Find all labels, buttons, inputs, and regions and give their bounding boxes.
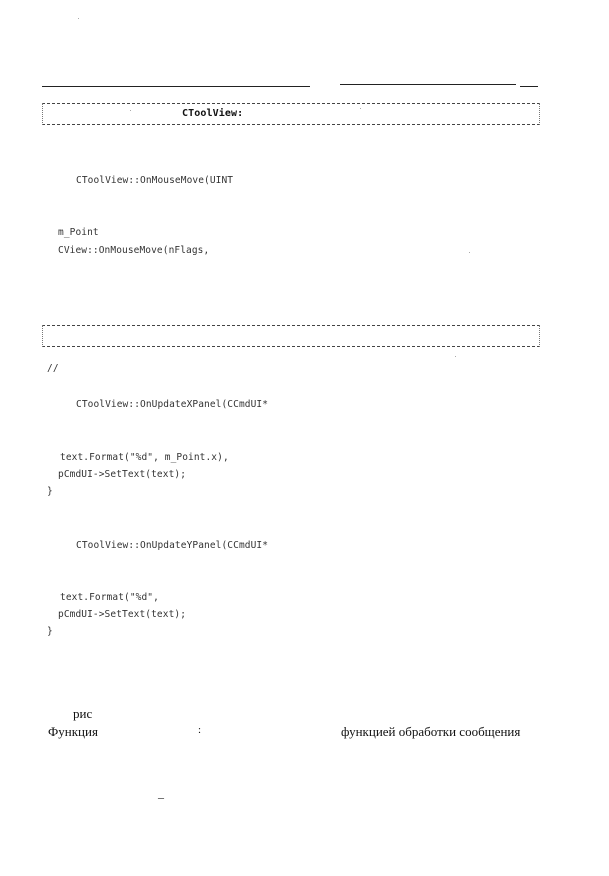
top-rule-right-tail xyxy=(520,86,538,87)
scan-speck xyxy=(360,108,361,109)
top-rule-right xyxy=(340,84,516,85)
code-line-settext-1: pCmdUI->SetText(text); xyxy=(58,469,187,480)
code-line-format-x: text.Format("%d", m_Point.x), xyxy=(60,452,229,463)
scan-speck xyxy=(130,110,131,111)
scan-speck xyxy=(455,356,456,357)
code-line-onupdateypanel: CToolView::OnUpdateYPanel(CCmdUI* xyxy=(76,540,269,551)
code-line-mpoint: m_Point xyxy=(58,227,99,238)
code-line-format-y: text.Format("%d", xyxy=(60,592,159,603)
class-label: CToolView: xyxy=(182,108,244,119)
code-separator-box xyxy=(42,325,540,347)
code-line-onmousemove: CToolView::OnMouseMove(UINT xyxy=(76,175,234,186)
code-line-cview-onmousemove: CView::OnMouseMove(nFlags, xyxy=(58,245,210,256)
top-rule-left xyxy=(42,86,310,87)
code-line-onupdatexpanel: CToolView::OnUpdateXPanel(CCmdUI* xyxy=(76,399,269,410)
code-comment: // xyxy=(47,363,59,374)
stray-dash: – xyxy=(158,790,164,804)
scan-speck xyxy=(469,252,470,253)
scan-speck xyxy=(78,18,79,19)
paragraph-start: Функция xyxy=(48,724,98,739)
figure-caption: рис xyxy=(73,706,93,721)
code-line-settext-2: pCmdUI->SetText(text); xyxy=(58,609,187,620)
code-header-box xyxy=(42,103,540,125)
paragraph-colon: : xyxy=(198,724,202,736)
code-closing-brace-1: } xyxy=(47,486,53,497)
code-closing-brace-2: } xyxy=(47,626,53,637)
paragraph-end: функцией обработки сообщения xyxy=(341,724,521,739)
